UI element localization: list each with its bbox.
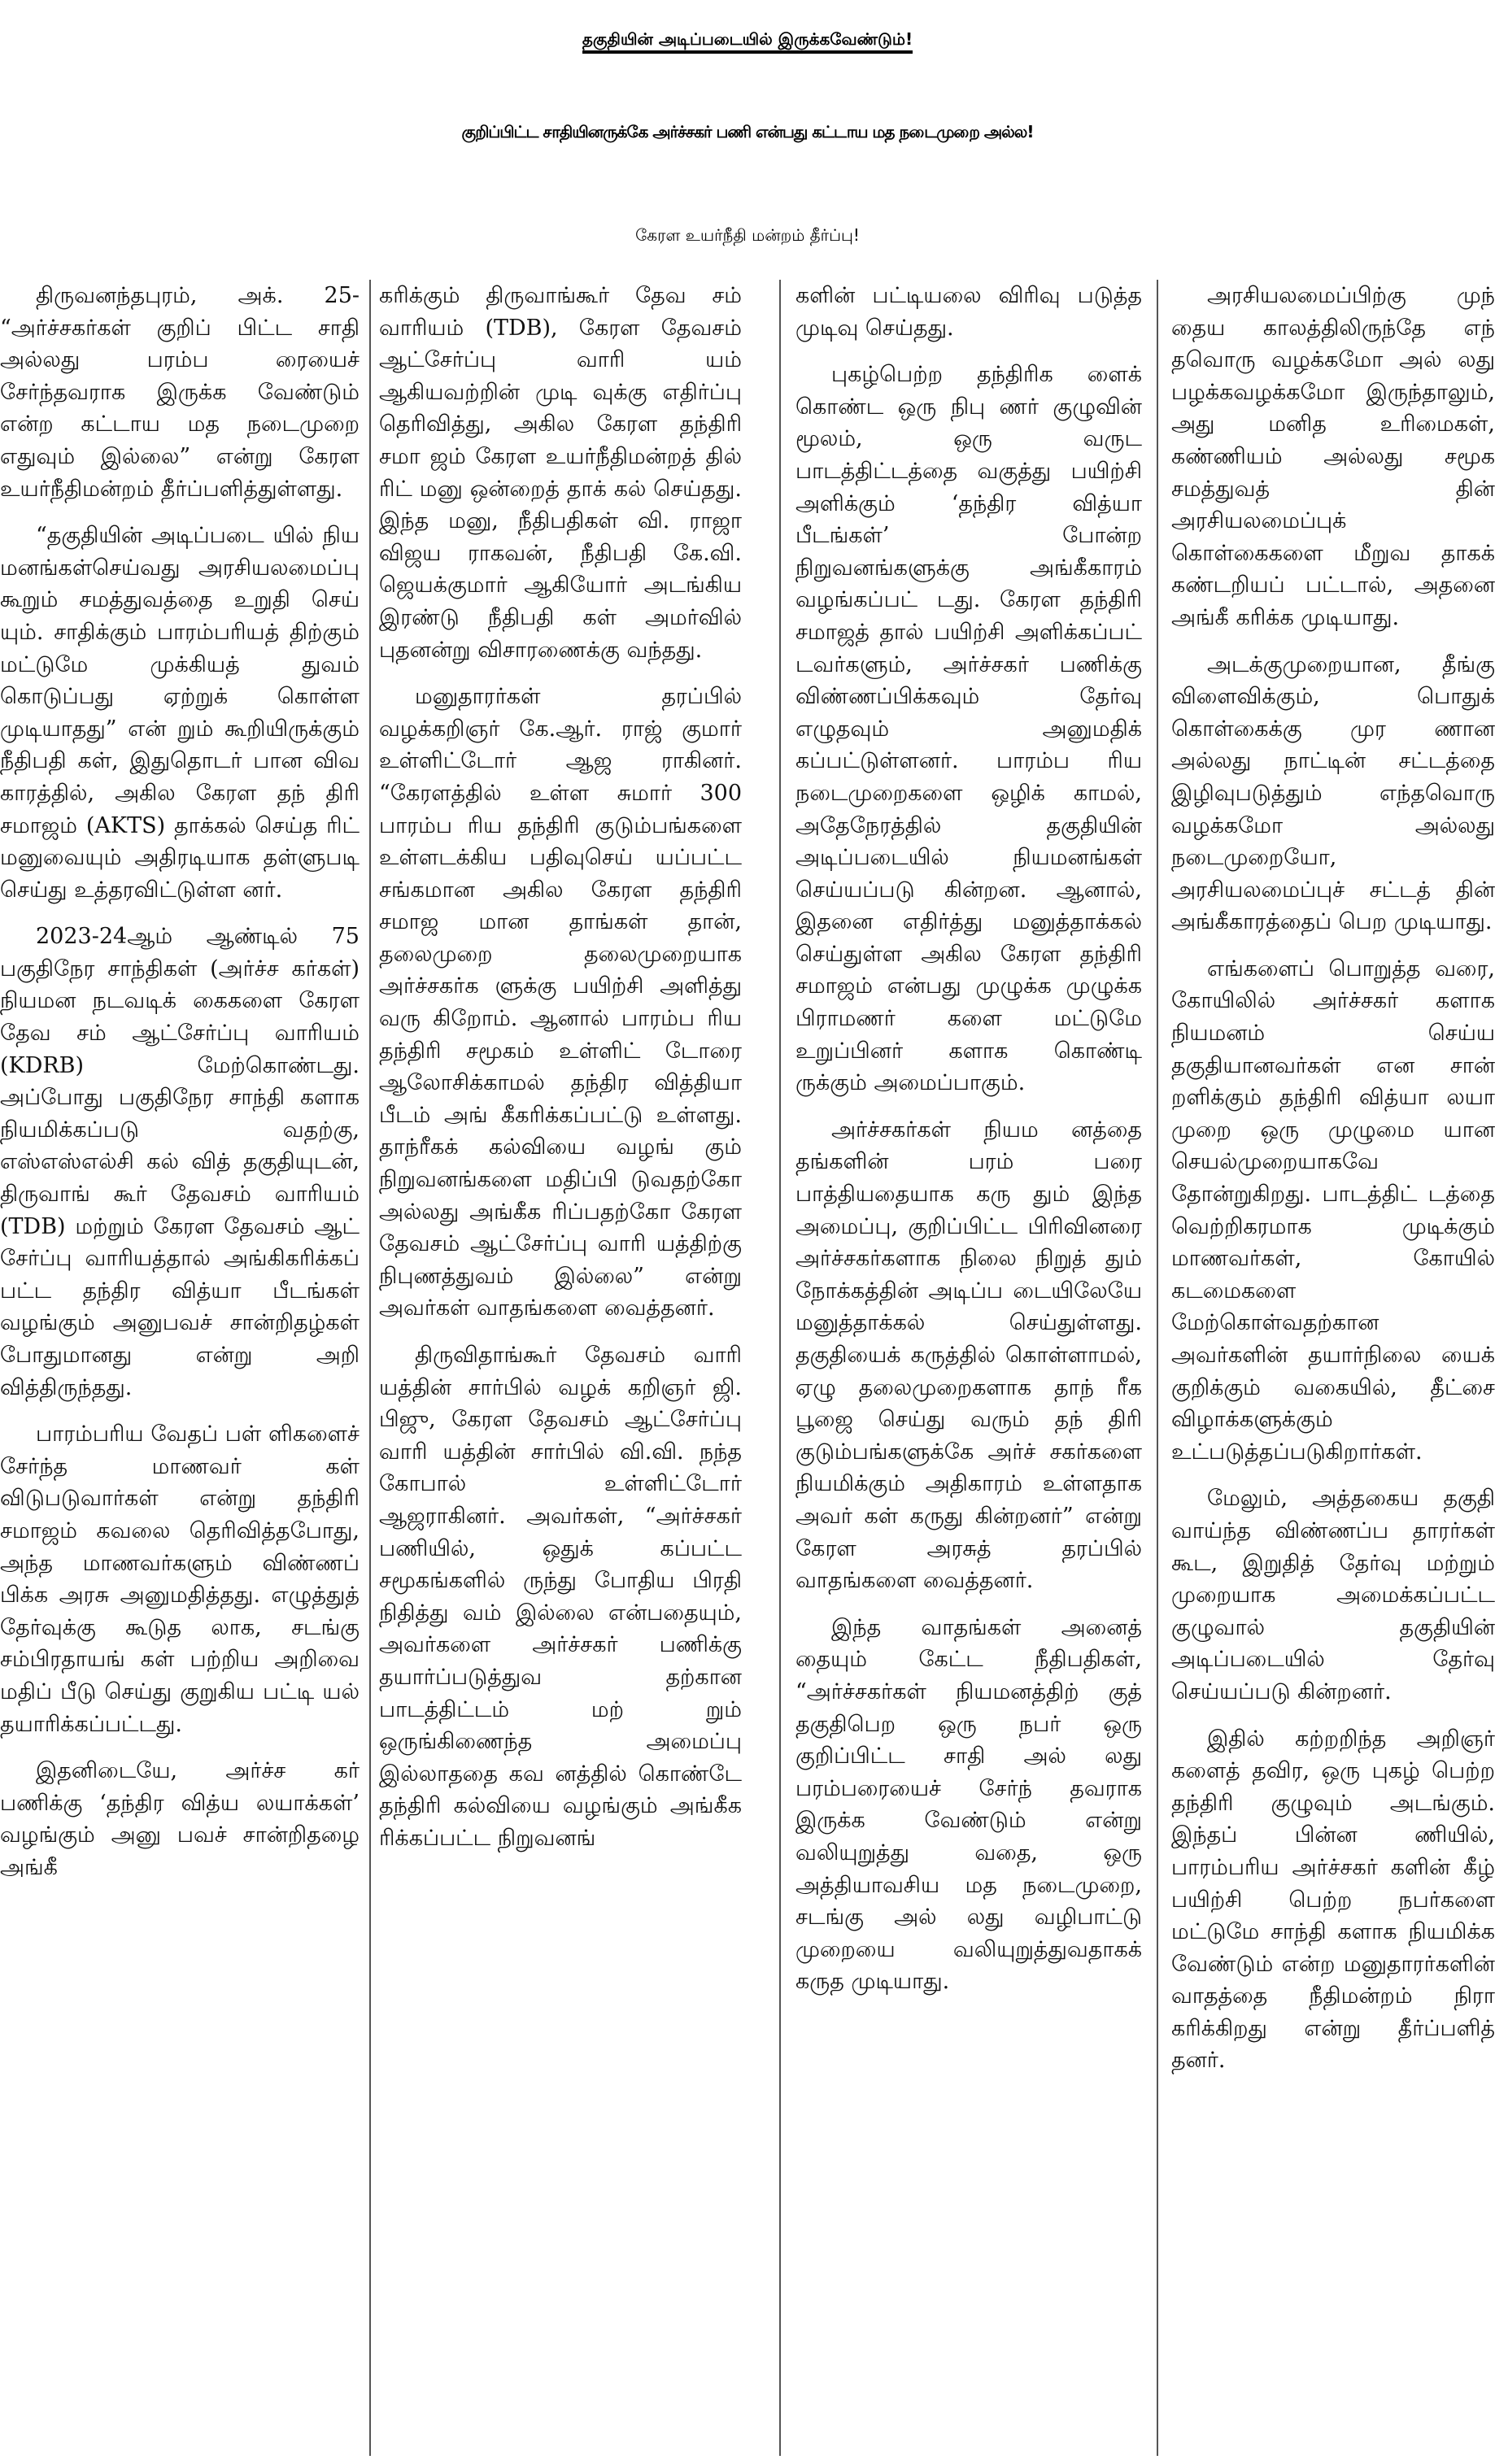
paragraph: மனுதாரர்கள் தரப்பில் வழக்கறிஞர் கே.ஆர். ராஜ் குமார் உள்ளிட்டோர் ஆஜ ராகினர். “கேரளத்தில் உள்ள சுமார் 300 பாரம்ப ரிய தந்திரி குடும்பங்களை உள்ளடக்கிய பதிவுசெய் யப்பட்ட சங்கமான அகில கேரள தந்திரி சமாஜ மான தாங்கள் தான், தலைமுறை தலைமுறையாக அர்ச்சகர்க ளுக்கு பயிற்சி அளித்து வரு கிறோம். ஆனால் பாரம்ப ரிய தந்திரி சமூகம் உள்ளிட் டோரை ஆலோசிக்காமல் தந்திர வித்தியா பீடம் அங் கீகரிக்கப்பட்டு உள்ளது. தாந்ரீகக் கல்வியை வழங் கும் நிறுவனங்களை மதிப்பி டுவதற்கோ அல்லது அங்கீக ரிப்பதற்கோ கேரள தேவசம் ஆட்சேர்ப்பு வாரி யத்திற்கு நிபுணத்துவம் இல்லை” என்று அவர்கள் வாதங்களை வைத்தனர்.	[379, 684, 742, 1321]
paragraph: களின் பட்டியலை விரிவு படுத்த முடிவு செய்தது.	[795, 283, 1142, 341]
paragraph: புகழ்பெற்ற தந்திரிக ளைக் கொண்ட ஒரு நிபு ணர் குழுவின் மூலம், ஒரு வருட பாடத்திட்டத்தை வகுத்து பயிற்சி அளிக்கும் ‘தந்திர வித்யா பீடங்கள்’ போன்ற நிறுவனங்களுக்கு அங்கீகாரம் வழங்கப்பட் டது. கேரள தந்திரி சமாஜத் தால் பயிற்சி அளிக்கப்பட் டவர்களும், அர்ச்சகர் பணிக்கு விண்ணப்பிக்கவும் தேர்வு எழுதவும் அனுமதிக் கப்பட்டுள்ளனர். பாரம்ப ரிய நடைமுறைகளை ஒழிக் காமல், அதேநேரத்தில் தகுதியின் அடிப்படையில் நியமனங்கள் செய்யப்படு கின்றன. ஆனால், இதனை எதிர்த்து மனுத்தாக்கல் செய்துள்ள அகில கேரள தந்திரி சமாஜம் என்பது முழுக்க முழுக்க பிராமணர் களை மட்டுமே உறுப்பினர் களாக கொண்டி ருக்கும் அமைப்பாகும்.	[795, 362, 1142, 1096]
paragraph: அடக்குமுறையான, தீங்கு விளைவிக்கும், பொதுக் கொள்கைக்கு முர ணான அல்லது நாட்டின் சட்டத்தை இழிவுபடுத்தும் எந்தவொரு வழக்கமோ அல்லது நடைமுறையோ, அரசியலமைப்புச் சட்டத் தின் அங்கீகாரத்தைப் பெற முடியாது.	[1171, 651, 1495, 935]
paragraph: இதனிடையே, அர்ச்ச கர் பணிக்கு ‘தந்திர வித்ய லயாக்கள்’ வழங்கும் அனு பவச் சான்றிதழை அங்கீ	[0, 1758, 360, 1880]
article-column-2	[379, 280, 742, 2459]
paragraph: அர்ச்சகர்கள் நியம னத்தை தங்களின் பரம் பரை பாத்தியதையாக கரு தும் இந்த அமைப்பு, குறிப்பிட்ட பிரிவினரை அர்ச்சகர்களாக நிலை நிறுத் தும் நோக்கத்தின் அடிப்ப டையிலேயே மனுத்தாக்கல் செய்துள்ளது. தகுதியைக் கருத்தில் கொள்ளாமல், ஏழு தலைமுறைகளாக தாந் ரீக பூஜை செய்து வரும் தந் திரி குடும்பங்களுக்கே அர்ச் சகர்களை நியமிக்கும் அதிகாரம் உள்ளதாக அவர் கள் கருது கின்றனர்” என்று கேரள அரசுத் தரப்பில் வாதங்களை வைத்தனர்.	[795, 1117, 1142, 1594]
paragraph: திருவனந்தபுரம், அக். 25- “அர்ச்சகர்கள் குறிப் பிட்ட சாதி அல்லது பரம்ப ரையைச் சேர்ந்தவராக இருக்க வேண்டும் என்ற கட்டாய மத நடைமுறை எதுவும் இல்லை” என்று கேரள உயர்நீதிமன்றம் தீர்ப்பளித்துள்ளது.	[0, 283, 360, 502]
paragraph: மேலும், அத்தகைய தகுதி வாய்ந்த விண்ணப்ப தாரர்கள் கூட, இறுதித் தேர்வு மற்றும் முறையாக அமைக்கப்பட்ட குழுவால் தகுதியின் அடிப்படையில் தேர்வு செய்யப்படு கின்றனர்.	[1171, 1486, 1495, 1704]
paragraph: 2023-24ஆம் ஆண்டில் 75 பகுதிநேர சாந்திகள் (அர்ச்ச கர்கள்) நியமன நடவடிக் கைகளை கேரள தேவ சம் ஆட்சேர்ப்பு வாரியம் (KDRB) மேற்கொண்டது. அப்போது பகுதிநேர சாந்தி களாக நியமிக்கப்படு வதற்கு, எஸ்எஸ்எல்சி கல் வித் தகுதியுடன், திருவாங் கூர் தேவசம் வாரியம் (TDB) மற்றும் கேரள தேவசம் ஆட் சேர்ப்பு வாரியத்தால் அங்கிகரிக்கப் பட்ட தந்திர வித்யா பீடங்கள் வழங்கும் அனுபவச் சான்றிதழ்கள் போதுமானது என்று அறி வித்திருந்தது.	[0, 924, 360, 1400]
article-column-3	[795, 280, 1142, 2459]
article-column-1	[0, 280, 360, 2459]
paragraph: அரசியலமைப்பிற்கு முந் தைய காலத்திலிருந்தே எந் தவொரு வழக்கமோ அல் லது பழக்கவழக்கமோ இருந்தாலும், அது மனித உரிமைகள், கண்ணியம் அல்லது சமூக சமத்துவத் தின் அரசியலமைப்புக் கொள்கைகளை மீறுவ தாகக் கண்டறியப் பட்டால், அதனை அங்கீ கரிக்க முடியாது.	[1171, 283, 1495, 630]
article-body	[0, 280, 1495, 2459]
paragraph: கரிக்கும் திருவாங்கூர் தேவ சம் வாரியம் (TDB), கேரள தேவசம் ஆட்சேர்ப்பு வாரி யம் ஆகியவற்றின் முடி வுக்கு எதிர்ப்பு தெரிவித்து, அகில கேரள தந்திரி சமா ஜம் கேரள உயர்நீதிமன்றத் தில் ரிட் மனு ஒன்றைத் தாக் கல் செய்தது. இந்த மனு, நீதிபதிகள் வி. ராஜா விஜய ராகவன், நீதிபதி கே.வி. ஜெயக்குமார் ஆகியோர் அடங்கிய இரண்டு நீதிபதி கள் அமர்வில் புதனன்று விசாரணைக்கு வந்தது.	[379, 283, 742, 663]
paragraph: திருவிதாங்கூர் தேவசம் வாரி யத்தின் சார்பில் வழக் கறிஞர் ஜி. பிஜு, கேரள தேவசம் ஆட்சேர்ப்பு வாரி யத்தின் சார்பில் வி.வி. நந்த கோபால் உள்ளிட்டோர் ஆஜராகினர். அவர்கள், “அர்ச்சகர் பணியில், ஒதுக் கப்பட்ட சமூகங்களில் ருந்து போதிய பிரதி நிதித்து வம் இல்லை என்பதையும், அவர்களை அர்ச்சகர் பணிக்கு தயார்ப்படுத்துவ தற்கான பாடத்திட்டம் மற் றும் ஒருங்கிணைந்த அமைப்பு இல்லாததை கவ னத்தில் கொண்டே தந்திரி கல்வியை வழங்கும் அங்கீக ரிக்கப்பட்ட நிறுவனங்	[379, 1343, 742, 1851]
paragraph: இதில் கற்றறிந்த அறிஞர் களைத் தவிர, ஒரு புகழ் பெற்ற தந்திரி குழுவும் அடங்கும். இந்தப் பின்ன ணியில், பாரம்பரிய அர்ச்சகர் களின் கீழ் பயிற்சி பெற்ற நபர்களை மட்டுமே சாந்தி களாக நியமிக்க வேண்டும் என்ற மனுதாரர்களின் வாதத்தை நீதிமன்றம் நிரா கரிக்கிறது என்று தீர்ப்பளித் தனர்.	[1171, 1726, 1495, 2074]
paragraph: பாரம்பரிய வேதப் பள் ளிகளைச் சேர்ந்த மாணவர் கள் விடுபடுவார்கள் என்று தந்திரி சமாஜம் கவலை தெரிவித்தபோது, அந்த மாணவர்களும் விண்ணப் பிக்க அரசு அனுமதித்தது. எழுத்துத் தேர்வுக்கு கூடுத லாக, சடங்கு சம்பிரதாயங் கள் பற்றிய அறிவை மதிப் பீடு செய்து குறுகிய பட்டி யல் தயாரிக்கப்பட்டது.	[0, 1421, 360, 1737]
kicker-headline: தகுதியின் அடிப்படையில் இருக்கவேண்டும்!	[0, 7, 1495, 72]
main-headline: குறிப்பிட்ட சாதியினருக்கே அர்ச்சகர் பணி என்பது கட்டாய மத நடைமுறை அல்ல!	[461, 122, 1034, 141]
paragraph: எங்களைப் பொறுத்த வரை, கோயிலில் அர்ச்சகர் களாக நியமனம் செய்ய தகுதியானவர்கள் என சான் றளிக்கும் தந்திரி வித்யா லயா முறை ஒரு முழுமை யான செயல்முறையாகவே தோன்றுகிறது. பாடத்திட் டத்தை வெற்றிகரமாக முடிக்கும் மாணவர்கள், கோயில் கடமைகளை மேற்கொள்வதற்கான அவர்களின் தயார்நிலை யைக் குறிக்கும் வகையில், தீட்சை விழாக்களுக்கும் உட்படுத்தப்படுகிறார்கள்.	[1171, 956, 1495, 1465]
paragraph: இந்த வாதங்கள் அனைத் தையும் கேட்ட நீதிபதிகள், “அர்ச்சகர்கள் நியமனத்திற் குத் தகுதிபெற ஒரு நபர் ஒரு குறிப்பிட்ட சாதி அல் லது பரம்பரையைச் சேர்ந் தவராக இருக்க வேண்டும் என்று வலியுறுத்து வதை, ஒரு அத்தியாவசிய மத நடைமுறை, சடங்கு அல் லது வழிபாட்டு முறையை வலியுறுத்துவதாகக் கருத முடியாது.	[795, 1614, 1142, 1995]
article-column-4	[1171, 280, 1495, 2459]
paragraph: “தகுதியின் அடிப்படை யில் நிய மனங்கள்செய்வது அரசியலமைப்பு கூறும் சமத்துவத்தை உறுதி செய் யும். சாதிக்கும் பாரம்பரியத் திற்கும் மட்டுமே முக்கியத் துவம் கொடுப்பது ஏற்றுக் கொள்ள முடியாதது” என் றும் கூறியிருக்கும் நீதிபதி கள், இதுதொடர் பான விவ காரத்தில், அகில கேரள தந் திரி சமாஜம் (AKTS) தாக்கல் செய்த ரிட் மனுவையும் அதிரடியாக தள்ளுபடி செய்து உத்தரவிட்டுள்ள னர்.	[0, 523, 360, 903]
sub-headline: கேரள உயர்நீதி மன்றம் தீர்ப்பு!	[635, 225, 860, 245]
